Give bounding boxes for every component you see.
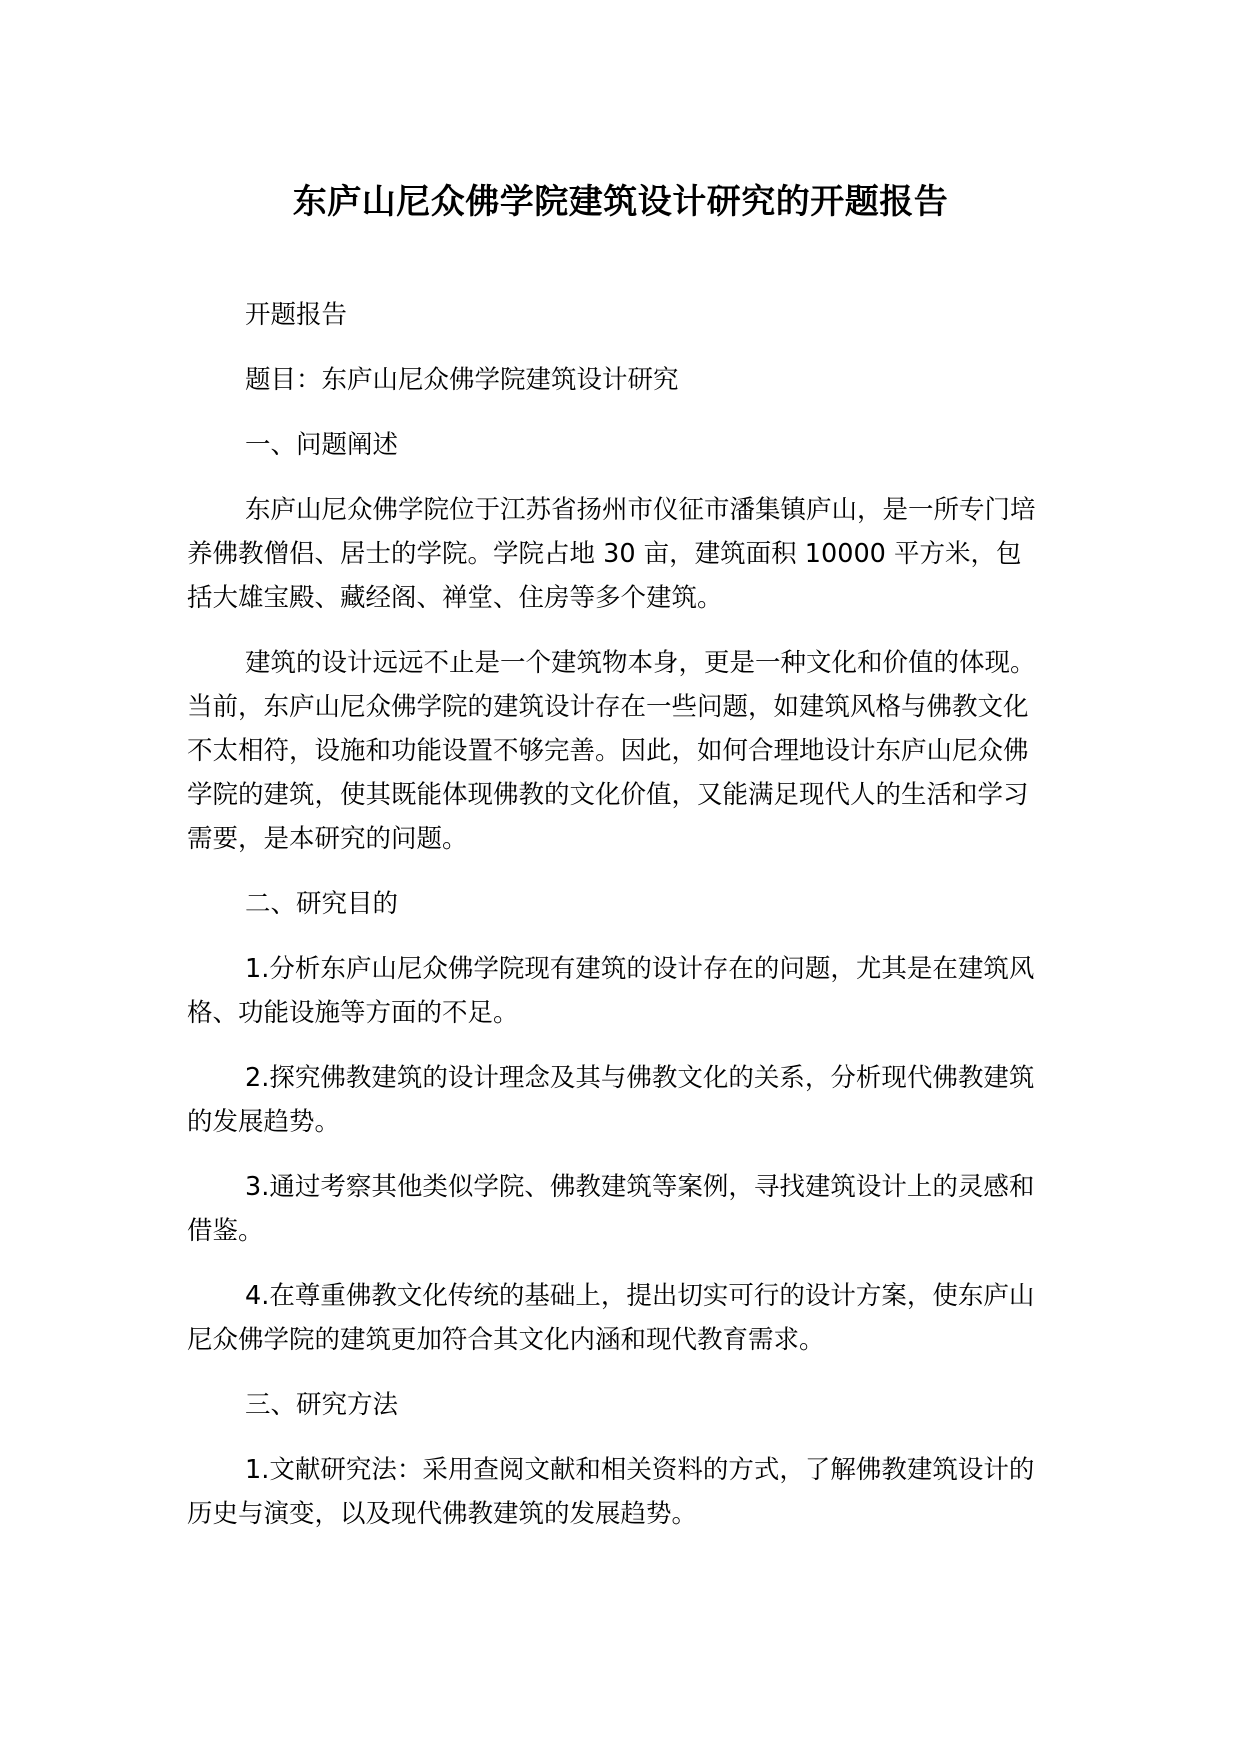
- heading-research-goals: 二、研究目的: [245, 889, 399, 919]
- paragraph-report-label: 开题报告: [245, 300, 348, 330]
- paragraph-problem-intro: 东庐山尼众佛学院位于江苏省扬州市仪征市潘集镇庐山，是一所专门培养佛教僧侣、居士的学院。学院占地 30 亩，建筑面积 10000 平方米，包括大雄宝殿、藏经阁、禅堂、住房等多个建筑。: [187, 495, 1036, 613]
- paragraph-method-1: 1.文献研究法：采用查阅文献和相关资料的方式，了解佛教建筑设计的历史与演变，以及现代佛教建筑的发展趋势。: [187, 1455, 1035, 1529]
- paragraph-goal-4: 4.在尊重佛教文化传统的基础上，提出切实可行的设计方案，使东庐山尼众佛学院的建筑更加符合其文化内涵和现代教育需求。: [187, 1281, 1035, 1355]
- paragraph-goal-3: 3.通过考察其他类似学院、佛教建筑等案例，寻找建筑设计上的灵感和借鉴。: [187, 1172, 1035, 1246]
- heading-research-methods: 三、研究方法: [245, 1390, 399, 1420]
- heading-problem-statement: 一、问题阐述: [245, 430, 399, 460]
- paragraph-topic: 题目：东庐山尼众佛学院建筑设计研究: [245, 365, 679, 395]
- paragraph-goal-1: 1.分析东庐山尼众佛学院现有建筑的设计存在的问题，尤其是在建筑风格、功能设施等方面的不足。: [187, 954, 1035, 1028]
- paragraph-problem-detail: 建筑的设计远远不止是一个建筑物本身，更是一种文化和价值的体现。当前，东庐山尼众佛学院的建筑设计存在一些问题，如建筑风格与佛教文化不太相符，设施和功能设置不够完善。因此，如何合理地设计东庐山尼众佛学院的建筑，使其既能体现佛教的文化价值，又能满足现代人的生活和学习需要，是本研究的问题。: [187, 648, 1036, 854]
- document-title: 东庐山尼众佛学院建筑设计研究的开题报告: [292, 182, 949, 222]
- document-body: [187, 293, 1045, 1557]
- paragraph-goal-2: 2.探究佛教建筑的设计理念及其与佛教文化的关系，分析现代佛教建筑的发展趋势。: [187, 1063, 1035, 1137]
